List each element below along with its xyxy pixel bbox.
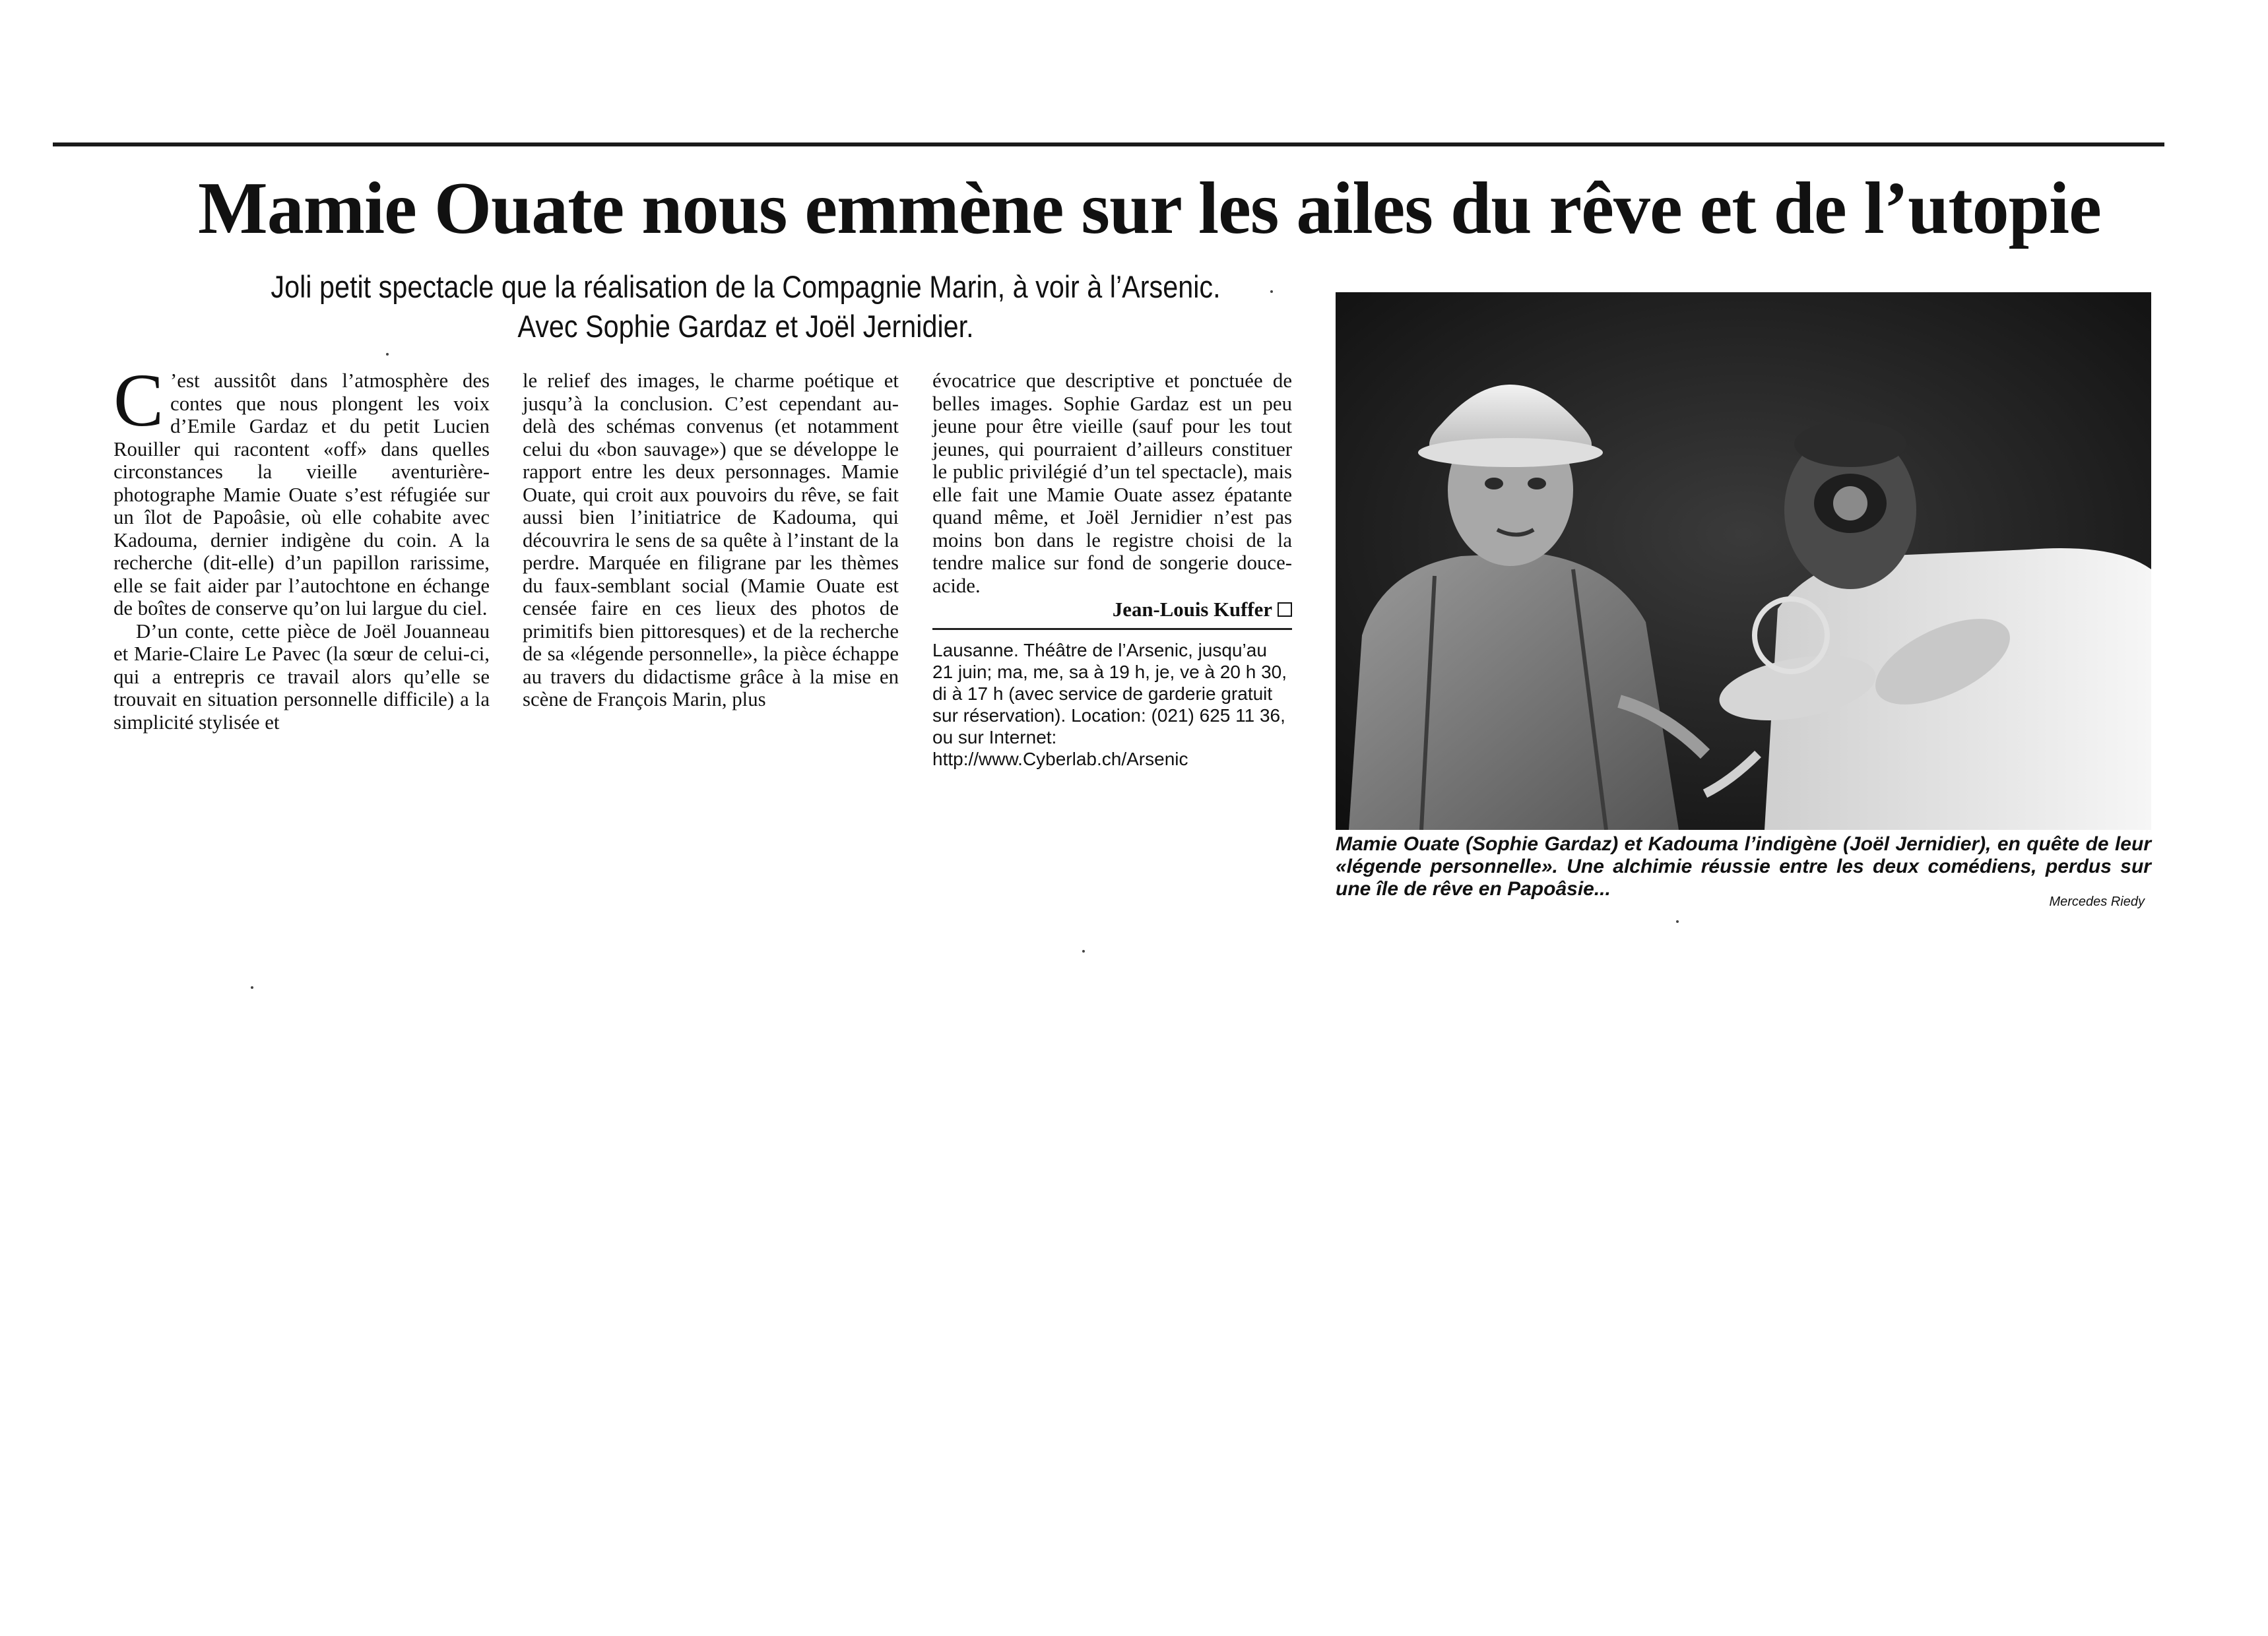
stage-photo-illustration — [1336, 292, 2151, 830]
article-column-2 — [523, 369, 899, 711]
subhead-line-1: Joli petit spectacle que la réalisation de la Compagnie Marin, à voir à l’Arsenic. — [271, 269, 1221, 304]
column-1-paragraph-2: D’un conte, cette pièce de Joël Jouanneau et Marie-Claire Le Pavec (la sœur de celui-ci, qui a entrepris ce travail alors qu’elle se trouvait en situation personnelle difficile) a la simplicité stylisée et — [113, 619, 490, 734]
byline — [932, 598, 1292, 621]
stage-photo — [1336, 292, 2151, 830]
photo-caption: Mamie Ouate (Sophie Gardaz) et Kadouma l’indigène (Joël Jernidier), en quête de leur «légende personnelle». Une alchimie réussie entre les deux comédiens, perdus sur une île de rêve en Papoâsie... — [1336, 833, 2151, 900]
scan-speck — [1676, 920, 1679, 923]
column-1-paragraph-1 — [113, 358, 490, 620]
column-2-paragraph-1: le relief des images, le charme poétique et jusqu’à la conclusion. C’est cependant au-delà des schémas convenus (et notamment celui du «bon sauvage») que se développe le rapport entre les deux personnages. Mamie Ouate, qui croit aux pouvoirs du rêve, se fait aussi bien l’initiatrice de Kadouma, qui découvrira le sens de sa quête à l’instant de la perdre. Marquée en filigrane par les thèmes du faux-semblant social (Mamie Ouate est censée faire en ces lieux des photos de primitifs bien pittoresques) et de la recherche de sa «légende personnelle», la pièce échappe au travers du didactisme grâce à la mise en scène de François Marin, plus — [523, 369, 899, 710]
info-separator — [932, 628, 1292, 630]
end-mark-icon — [1278, 602, 1292, 617]
photo-credit: Mercedes Riedy — [2049, 895, 2145, 909]
column-3-paragraph-1: évocatrice que descriptive et ponctuée de belles images. Sophie Gardaz est un peu jeune pour être vieille (sauf pour les tout jeunes, qui pourraient d’ailleurs constituer le public privilégié d’un tel spectacle), mais elle fait une Mamie Ouate assez épatante quand même, et Joël Jernidier n’est pas moins bon dans le registre choisi de la tendre malice sur fond de songerie douce-acide. — [932, 369, 1292, 597]
drop-cap: C — [113, 358, 164, 442]
scan-speck — [386, 353, 389, 356]
scan-speck — [1270, 290, 1273, 293]
article-column-1 — [113, 358, 490, 734]
article-column-3 — [932, 369, 1292, 770]
column-1-paragraph-1-text: ’est aussitôt dans l’atmosphère des contes que nous plongent les voix d’Emile Gardaz et du petit Lucien Rouiller qui racontent «off» dans quelles circonstances la vieille aventurière-photographe Mamie Ouate s’est réfugiée sur un îlot de Papoâsie, où elle cohabite avec Kadouma, dernier indigène du coin. A la recherche (dit-elle) d’un papillon rarissime, elle se fait aider par l’autochtone en échange de boîtes de conserve qu’on lui largue du ciel. — [113, 369, 490, 619]
byline-author: Jean-Louis Kuffer — [1112, 598, 1272, 621]
top-rule — [53, 142, 2164, 146]
article-subhead — [229, 267, 1262, 346]
practical-info — [932, 639, 1292, 770]
scan-speck — [251, 986, 253, 989]
subhead-line-2: Avec Sophie Gardaz et Joël Jernidier. — [517, 309, 974, 344]
scan-speck — [1082, 950, 1085, 953]
article-headline: Mamie Ouate nous emmène sur les ailes du rêve et de l’utopie — [198, 168, 2101, 249]
info-venue-dates: Lausanne. Théâtre de l’Arsenic, jusqu’au 21 juin; ma, me, sa à 19 h, je, ve à 20 h 30, di à 17 h (avec service de garderie gratuit sur réservation). — [932, 639, 1287, 726]
info-url: http://www.Cyberlab.ch/Arsenic — [932, 748, 1188, 769]
info-booking: Location: (021) 625 11 36, ou sur Internet: — [932, 705, 1285, 747]
